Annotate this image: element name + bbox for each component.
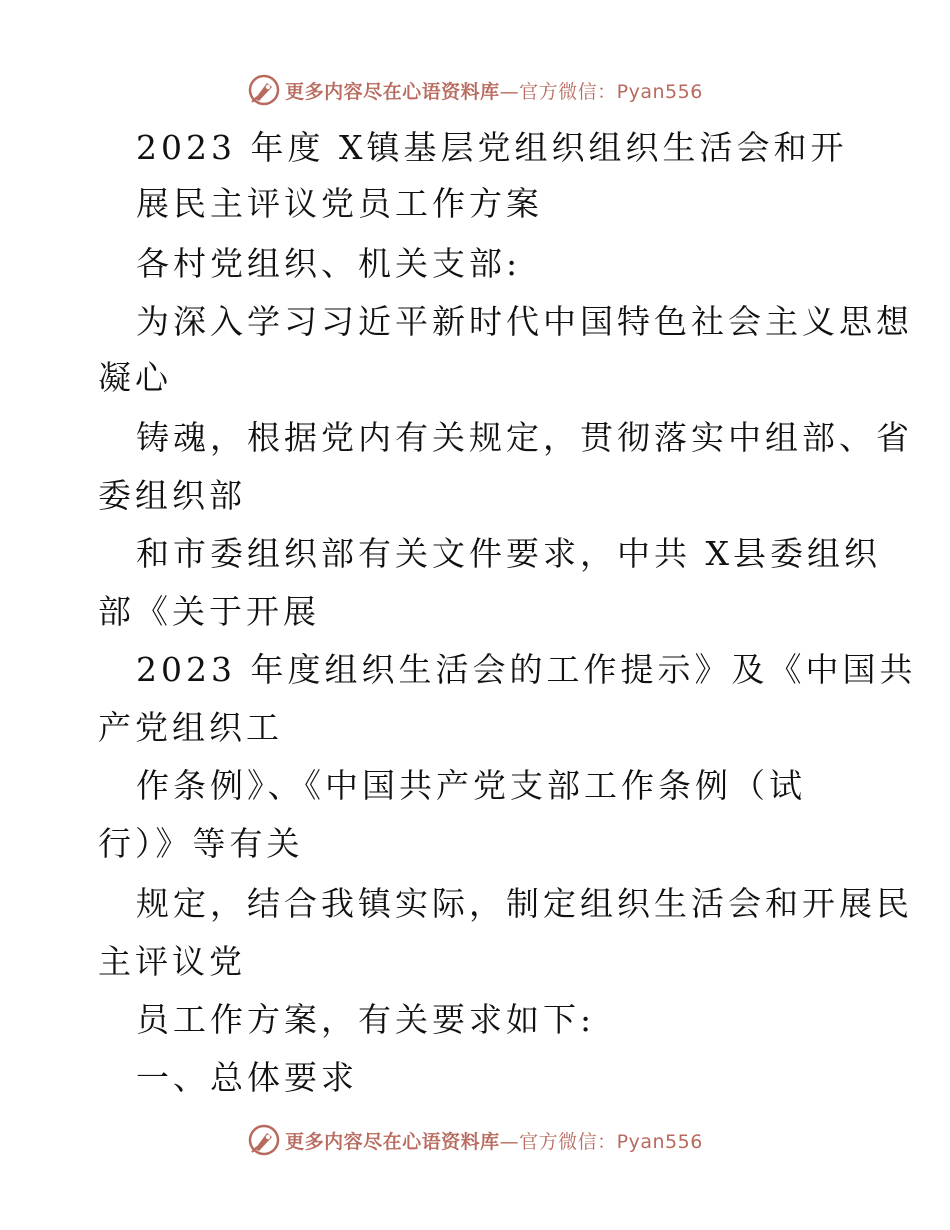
section-heading: 一、总体要求: [136, 1058, 358, 1097]
watermark-text: 更多内容尽在心语资料库—官方微信：Pyan556: [285, 80, 703, 103]
addressee: 各村党组织、机关支部:: [136, 244, 522, 283]
doc-title-line-2: 展民主评议党员工作方案: [136, 184, 543, 223]
paragraph-line: 委组织部: [98, 476, 246, 515]
doc-title-line-1: 2023 年度 X镇基层党组织组织生活会和开: [136, 128, 848, 167]
pen-nib-logo-icon: [247, 73, 281, 107]
paragraph-line: 凝心: [98, 358, 172, 397]
paragraph-line: 产党组织工: [98, 708, 283, 747]
paragraph-line: 作条例》、《中国共产党支部工作条例（试: [136, 766, 806, 805]
paragraph-line: 为深入学习习近平新时代中国特色社会主义思想: [136, 302, 913, 341]
paragraph-line: 和市委组织部有关文件要求，中共 X县委组织: [136, 534, 881, 573]
watermark-text: 更多内容尽在心语资料库—官方微信：Pyan556: [285, 1130, 703, 1153]
paragraph-line: 员工作方案，有关要求如下:: [136, 1000, 596, 1039]
paragraph-line: 2023 年度组织生活会的工作提示》及《中国共: [136, 650, 917, 689]
footer-watermark: [0, 1120, 950, 1160]
paragraph-line: 部《关于开展: [98, 592, 320, 631]
paragraph-line: 主评议党: [98, 942, 246, 981]
header-watermark: [0, 70, 950, 110]
paragraph-line: 规定，结合我镇实际，制定组织生活会和开展民: [136, 884, 913, 923]
paragraph-line: 铸魂，根据党内有关规定，贯彻落实中组部、省: [136, 418, 913, 457]
paragraph-line: 行）》等有关: [98, 824, 304, 863]
pen-nib-logo-icon: [247, 1123, 281, 1157]
